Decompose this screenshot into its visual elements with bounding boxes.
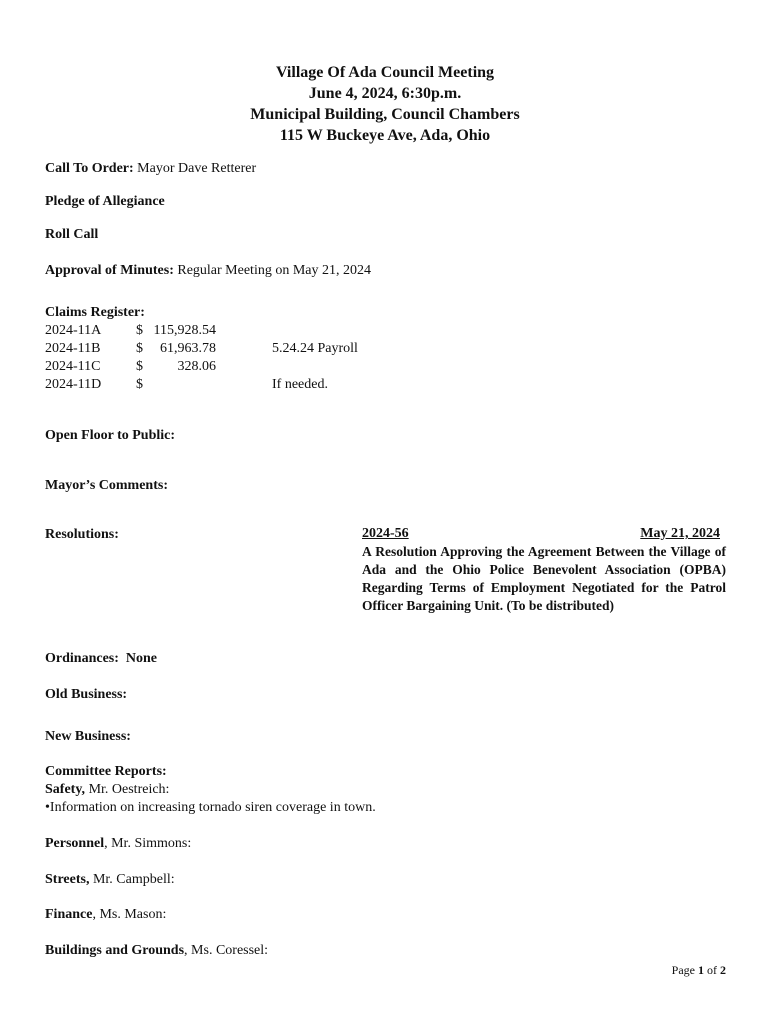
ordinances-value: None <box>125 651 158 666</box>
new-business-label: New Business: <box>45 729 131 744</box>
claims-register <box>45 304 385 394</box>
roll-call <box>45 226 98 244</box>
claim-dollar: $ <box>136 323 143 338</box>
page-word: Page <box>671 963 695 977</box>
title-line-2: June 4, 2024, 6:30p.m. <box>308 85 462 102</box>
claim-dollar: $ <box>136 359 143 374</box>
safety-person: Mr. Oestreich: <box>88 782 170 797</box>
approval-of-minutes <box>45 262 371 280</box>
personnel-person: , Mr. Simmons: <box>104 836 192 851</box>
page-number: 1 <box>698 963 704 977</box>
ordinances <box>45 650 157 668</box>
claim-id: 2024-11D <box>45 377 102 392</box>
title-line-1: Village Of Ada Council Meeting <box>275 64 495 81</box>
resolution-date: May 21, 2024 <box>640 526 720 541</box>
finance-label: Finance <box>45 907 93 922</box>
claim-dollar: $ <box>136 341 143 356</box>
claim-amount: 328.06 <box>177 359 216 374</box>
claim-id: 2024-11A <box>45 323 102 338</box>
claim-note: If needed. <box>272 377 328 392</box>
claims-row <box>45 322 385 340</box>
resolution-header <box>362 525 720 543</box>
streets-label: Streets, <box>45 872 90 887</box>
claims-row <box>45 376 385 394</box>
safety-item: •Information on increasing tornado siren coverage in town. <box>45 800 376 815</box>
old-business-label: Old Business: <box>45 687 128 702</box>
old-business <box>45 686 127 704</box>
title-line-4: 115 W Buckeye Ave, Ada, Ohio <box>279 127 491 144</box>
claim-id: 2024-11C <box>45 359 101 374</box>
safety-label: Safety, <box>45 782 86 797</box>
page-footer <box>672 962 726 978</box>
call-to-order-value: Mayor Dave Retterer <box>137 161 257 176</box>
claims-label: Claims Register: <box>45 305 145 320</box>
personnel <box>45 835 191 853</box>
streets-person: Mr. Campbell: <box>92 872 175 887</box>
call-to-order <box>45 160 256 178</box>
claims-row <box>45 340 385 358</box>
buildings-person: , Ms. Coressel: <box>184 943 269 958</box>
roll-call-label: Roll Call <box>45 227 99 242</box>
claims-row <box>45 358 385 376</box>
claim-dollar: $ <box>136 377 143 392</box>
resolutions-label: Resolutions: <box>45 527 119 542</box>
mayors-comments <box>45 477 168 495</box>
finance-person: , Ms. Mason: <box>92 907 167 922</box>
committee-reports <box>45 763 376 817</box>
personnel-label: Personnel <box>45 836 105 851</box>
mayors-comments-label: Mayor’s Comments: <box>45 478 168 493</box>
claim-amount: 61,963.78 <box>160 341 216 356</box>
committee-label: Committee Reports: <box>45 764 167 779</box>
resolutions <box>45 526 119 544</box>
title-line-3: Municipal Building, Council Chambers <box>250 106 520 123</box>
resolution-number: 2024-56 <box>362 526 409 541</box>
open-floor-label: Open Floor to Public: <box>45 428 176 443</box>
pledge <box>45 193 165 211</box>
claim-id: 2024-11B <box>45 341 101 356</box>
new-business <box>45 728 131 746</box>
resolution-text: A Resolution Approving the Agreement Between the Village of Ada and the Ohio Police Benevolent Association (OPBA) Regarding Terms of Employment Negotiated for the Patrol Officer Bargaining Unit. (To be distributed) <box>362 544 726 613</box>
open-floor <box>45 427 175 445</box>
streets <box>45 871 175 889</box>
page-total: 2 <box>720 963 726 977</box>
buildings-label: Buildings and Grounds <box>45 943 185 958</box>
claim-amount: 115,928.54 <box>153 323 216 338</box>
buildings-grounds <box>45 942 268 960</box>
finance <box>45 906 166 924</box>
ordinances-label: Ordinances: <box>45 651 119 666</box>
agenda-title <box>0 62 770 146</box>
call-to-order-label: Call To Order: <box>45 161 134 176</box>
approval-label: Approval of Minutes: <box>45 263 174 278</box>
pledge-label: Pledge of Allegiance <box>45 194 165 209</box>
approval-value: Regular Meeting on May 21, 2024 <box>177 263 371 278</box>
claim-note: 5.24.24 Payroll <box>272 341 358 356</box>
of-word: of <box>707 963 717 977</box>
